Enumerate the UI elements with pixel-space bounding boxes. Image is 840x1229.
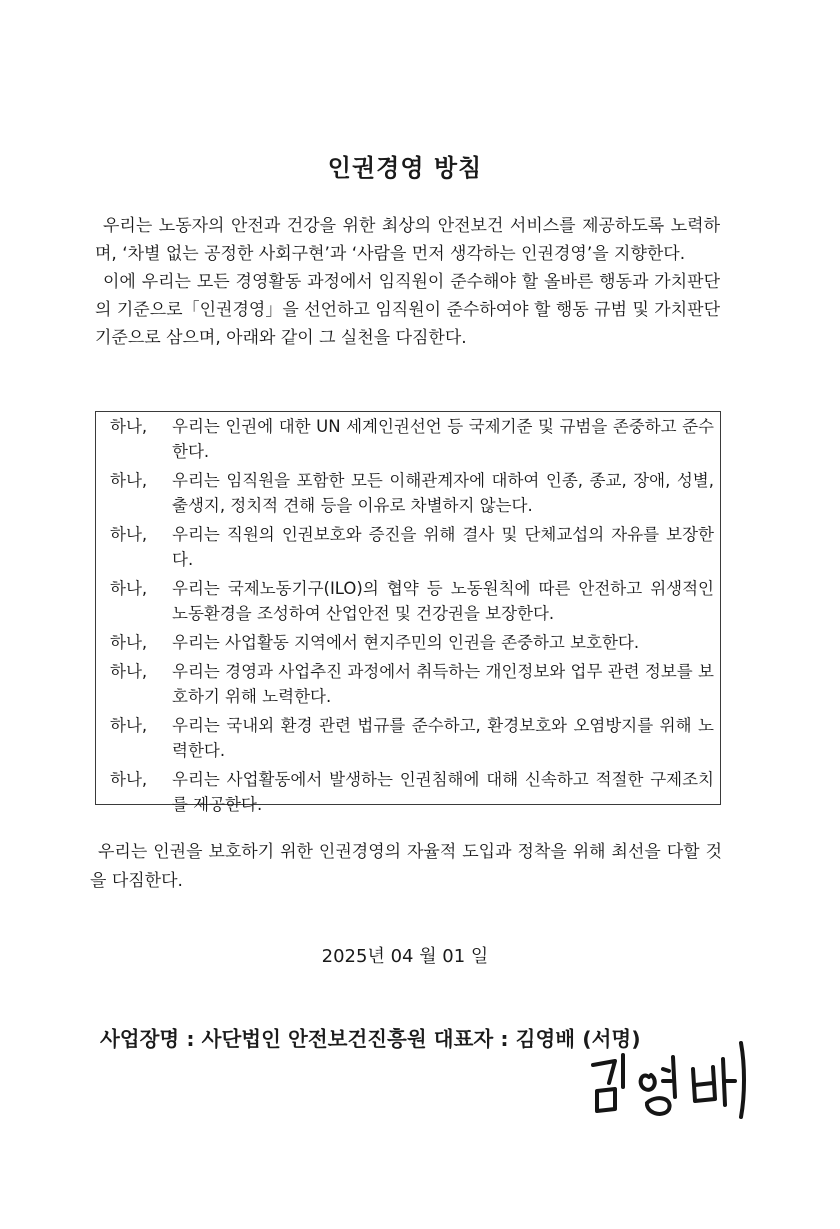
intro-paragraph-1: 우리는 노동자의 안전과 건강을 위한 최상의 안전보건 서비스를 제공하도록 노력하며, ‘차별 없는 공정한 사회구현’과 ‘사람을 먼저 생각하는 인권경영’을 지향한다. xyxy=(95,216,720,264)
pledge-box xyxy=(95,411,721,814)
pledge-item xyxy=(110,576,714,626)
pledge-text: 우리는 사업활동 지역에서 현지주민의 인권을 존중하고 보호한다. xyxy=(172,633,640,652)
pledge-text: 우리는 인권에 대한 UN 세계인권선언 등 국제기준 및 규범을 존중하고 준수한다. xyxy=(172,417,714,461)
pledge-marker: 하나, xyxy=(110,417,148,436)
signature-line: 사업장명 : 사단법인 안전보건진흥원 대표자 : 김영배 (서명) xyxy=(100,1027,641,1051)
pledge-text: 우리는 직원의 인권보호와 증진을 위해 결사 및 단체교섭의 자유를 보장한다. xyxy=(172,525,714,569)
intro-paragraph-2: 이에 우리는 모든 경영활동 과정에서 임직원이 준수해야 할 올바른 행동과 가치판단의 기준으로「인권경영」을 선언하고 임직원이 준수하여야 할 행동 규범 및 가치판단 기준으로 삼으며, 아래와 같이 그 실천을 다짐한다. xyxy=(95,272,720,348)
pledge-text: 우리는 사업활동에서 발생하는 인권침해에 대해 신속하고 적절한 구제조치를 제공한다. xyxy=(172,770,714,814)
document-title: 인권경영 방침 xyxy=(327,154,483,182)
pledge-item xyxy=(110,630,714,655)
pledge-text: 우리는 국내외 환경 관련 법규를 준수하고, 환경보호와 오염방지를 위해 노력한다. xyxy=(172,716,714,760)
pledge-item xyxy=(110,522,714,572)
pledge-item xyxy=(110,767,714,817)
pledge-marker: 하나, xyxy=(110,770,148,789)
pledge-marker: 하나, xyxy=(110,525,148,544)
handwritten-signature xyxy=(585,1025,765,1120)
pledge-marker: 하나, xyxy=(110,579,148,598)
pledge-marker: 하나, xyxy=(110,716,148,735)
pledge-marker: 하나, xyxy=(110,633,148,652)
pledge-item xyxy=(110,468,714,518)
pledge-item xyxy=(110,414,714,464)
pledge-text: 우리는 경영과 사업추진 과정에서 취득하는 개인정보와 업무 관련 정보를 보호하기 위해 노력한다. xyxy=(172,662,714,706)
pledge-item xyxy=(110,659,714,709)
intro-section xyxy=(95,212,720,352)
pledge-marker: 하나, xyxy=(110,662,148,681)
closing-paragraph: 우리는 인권을 보호하기 위한 인권경영의 자율적 도입과 정착을 위해 최선을 다할 것을 다짐한다. xyxy=(90,842,722,891)
pledge-text: 우리는 국제노동기구(ILO)의 협약 등 노동원칙에 따른 안전하고 위생적인 노동환경을 조성하여 산업안전 및 건강권을 보장한다. xyxy=(172,579,714,623)
pledge-marker: 하나, xyxy=(110,471,148,490)
pledge-text: 우리는 임직원을 포함한 모든 이해관계자에 대하여 인종, 종교, 장애, 성별, 출생지, 정치적 견해 등을 이유로 차별하지 않는다. xyxy=(172,471,714,515)
pledge-item xyxy=(110,713,714,763)
document-date: 2025년 04 월 01 일 xyxy=(321,946,489,967)
